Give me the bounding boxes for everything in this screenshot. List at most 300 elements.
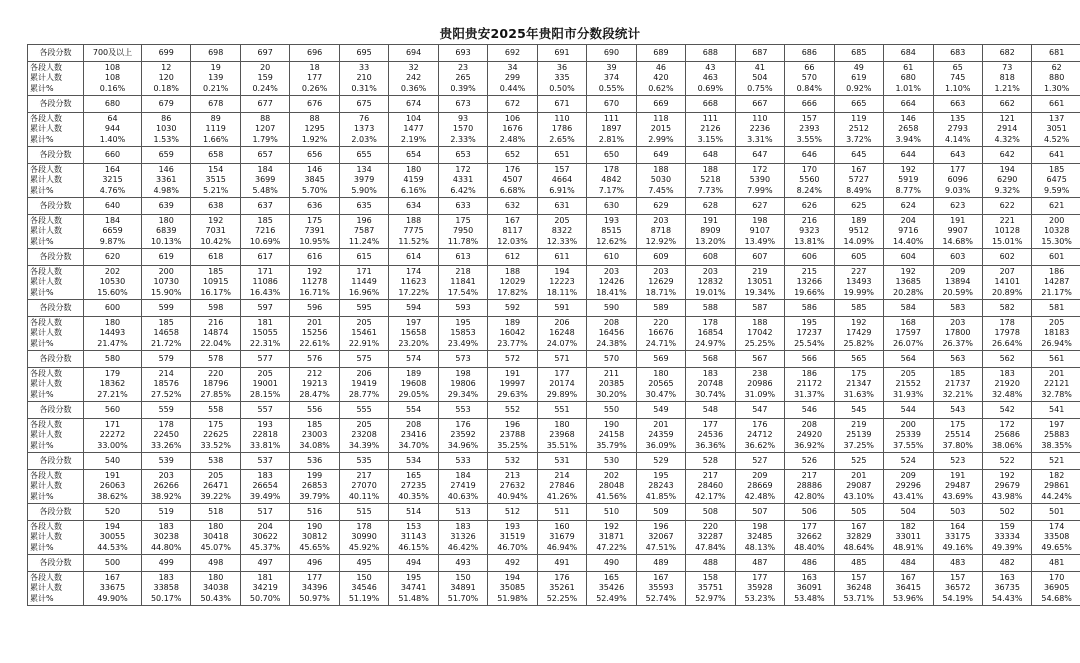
count-value: 183 [257, 471, 273, 481]
score-cell: 697 [240, 45, 289, 62]
cumulative-value: 25514 [945, 430, 971, 440]
stats-row [28, 470, 1080, 504]
percent-value: 1.40% [99, 134, 126, 144]
stats-cell [488, 317, 537, 351]
score-cell: 682 [982, 45, 1031, 62]
count-value: 194 [104, 522, 121, 532]
percent-value: 30.74% [695, 389, 726, 399]
stats-cell [636, 419, 685, 453]
score-cell: 576 [290, 351, 339, 368]
cumulative-value: 12223 [549, 277, 575, 287]
percent-value: 21.72% [150, 338, 182, 348]
cumulative-value: 177 [307, 73, 323, 83]
cumulative-value: 26853 [301, 481, 328, 491]
score-cell: 518 [191, 504, 240, 521]
count-value: 197 [405, 318, 422, 328]
percent-value: 5.48% [252, 185, 278, 195]
stats-cell [884, 266, 933, 300]
count-value: 178 [158, 420, 174, 430]
cumulative-value: 31326 [450, 532, 476, 542]
count-value: 192 [999, 471, 1015, 481]
score-cell: 530 [587, 453, 636, 470]
count-value: 208 [603, 318, 620, 328]
count-value: 153 [405, 522, 422, 532]
percent-value: 15.90% [150, 287, 182, 297]
stats-cell [933, 164, 982, 198]
score-cell: 673 [438, 96, 487, 113]
score-cell: 559 [142, 402, 191, 419]
score-cell: 565 [834, 351, 883, 368]
stats-cell [834, 266, 883, 300]
cumulative-value: 16854 [697, 328, 724, 338]
score-cell: 587 [735, 300, 784, 317]
stat-label: 累计人数 [30, 73, 62, 83]
count-value: 176 [554, 573, 570, 583]
stats-cell [142, 419, 191, 453]
stats-cell [686, 470, 735, 504]
cumulative-value: 8718 [650, 226, 672, 236]
percent-value: 20.59% [942, 287, 973, 297]
stats-cell [982, 62, 1031, 96]
score-cell: 593 [438, 300, 487, 317]
score-cell: 584 [884, 300, 933, 317]
cumulative-value: 4664 [551, 175, 573, 185]
count-value: 176 [504, 165, 521, 175]
count-value: 34 [507, 63, 518, 73]
score-cell: 646 [785, 147, 834, 164]
count-value: 208 [405, 420, 422, 430]
stats-cell [587, 62, 636, 96]
cumulative-value: 1373 [353, 124, 375, 134]
stats-row-labels [28, 164, 84, 198]
count-value: 202 [603, 471, 620, 481]
stats-cell [339, 419, 388, 453]
count-value: 177 [554, 369, 570, 379]
stats-row [28, 113, 1080, 147]
count-value: 146 [158, 165, 174, 175]
score-cell: 628 [686, 198, 735, 215]
percent-value: 49.16% [942, 542, 973, 552]
cumulative-value: 35085 [499, 583, 526, 593]
count-value: 188 [504, 267, 521, 277]
cumulative-value: 29679 [994, 481, 1020, 491]
percent-value: 54.19% [942, 593, 973, 603]
cumulative-value: 24158 [598, 430, 625, 440]
percent-value: 25.54% [794, 338, 825, 348]
cumulative-value: 22450 [153, 430, 179, 440]
count-value: 154 [208, 165, 224, 175]
stats-cell [884, 572, 933, 606]
percent-value: 5.90% [351, 185, 377, 195]
cumulative-value: 9107 [749, 226, 771, 236]
stats-cell [785, 164, 834, 198]
count-value: 184 [455, 471, 471, 481]
percent-value: 22.61% [299, 338, 330, 348]
cumulative-value: 7031 [205, 226, 226, 236]
stats-cell [686, 572, 735, 606]
score-cell: 501 [1032, 504, 1080, 521]
stats-cell [389, 62, 438, 96]
count-value: 220 [208, 369, 224, 379]
count-value: 182 [1049, 471, 1065, 481]
percent-value: 0.39% [450, 83, 476, 93]
count-value: 180 [104, 318, 121, 328]
score-cell: 683 [933, 45, 982, 62]
count-value: 165 [405, 471, 422, 481]
stats-cell [636, 470, 685, 504]
percent-value: 46.70% [497, 542, 528, 552]
count-value: 193 [504, 522, 521, 532]
stats-cell [735, 266, 784, 300]
cumulative-value: 16456 [598, 328, 625, 338]
stats-row-labels [28, 521, 84, 555]
percent-value: 33.26% [150, 440, 182, 450]
percent-value: 12.92% [645, 236, 677, 246]
score-cell: 567 [735, 351, 784, 368]
percent-value: 1.66% [202, 134, 229, 144]
percent-value: 29.89% [546, 389, 578, 399]
count-value: 167 [653, 573, 669, 583]
stats-cell [785, 317, 834, 351]
score-row-label: 各段分数 [28, 300, 84, 317]
percent-value: 6.16% [400, 185, 427, 195]
cumulative-value: 18576 [153, 379, 179, 389]
count-value: 201 [307, 318, 323, 328]
percent-value: 53.23% [744, 593, 776, 603]
percent-value: 38.62% [97, 491, 128, 501]
count-value: 205 [900, 369, 916, 379]
score-row-label: 各段分数 [28, 96, 84, 113]
score-cell: 665 [834, 96, 883, 113]
score-cell: 560 [84, 402, 142, 419]
cumulative-value: 33175 [945, 532, 971, 542]
stat-label: 累计% [30, 236, 54, 246]
count-value: 192 [307, 267, 323, 277]
stat-label: 各段人数 [30, 420, 62, 430]
stats-cell [1032, 470, 1080, 504]
cumulative-value: 16042 [499, 328, 526, 338]
score-cell: 569 [636, 351, 685, 368]
stats-cell [785, 521, 834, 555]
score-cell: 583 [933, 300, 982, 317]
cumulative-value: 31519 [499, 532, 526, 542]
score-cell: 689 [636, 45, 685, 62]
stats-cell [438, 521, 487, 555]
cumulative-value: 12029 [499, 277, 526, 287]
count-value: 176 [455, 420, 471, 430]
stats-cell [834, 572, 883, 606]
percent-value: 45.92% [348, 542, 380, 552]
stat-label: 累计人数 [30, 532, 62, 542]
score-cell: 588 [686, 300, 735, 317]
percent-value: 19.66% [794, 287, 825, 297]
stats-cell [339, 368, 388, 402]
stats-cell [339, 470, 388, 504]
cumulative-value: 7216 [254, 226, 276, 236]
cumulative-value: 7391 [304, 226, 325, 236]
score-cell: 566 [785, 351, 834, 368]
percent-value: 23.77% [497, 338, 528, 348]
percent-value: 27.21% [97, 389, 128, 399]
percent-value: 34.70% [398, 440, 429, 450]
percent-value: 46.42% [447, 542, 479, 552]
stats-cell [933, 572, 982, 606]
percent-value: 45.37% [249, 542, 281, 552]
cumulative-value: 2236 [749, 124, 771, 134]
stats-cell [488, 368, 537, 402]
score-cell: 489 [636, 555, 685, 572]
percent-value: 26.07% [893, 338, 924, 348]
stats-cell [191, 62, 240, 96]
score-cell: 664 [884, 96, 933, 113]
stats-row [28, 572, 1080, 606]
percent-value: 3.72% [846, 134, 872, 144]
count-value: 206 [356, 369, 372, 379]
stats-cell [537, 266, 586, 300]
stats-cell [587, 572, 636, 606]
stats-cell [884, 113, 933, 147]
percent-value: 47.84% [695, 542, 726, 552]
count-value: 214 [554, 471, 570, 481]
cumulative-value: 33334 [994, 532, 1020, 542]
score-cell: 677 [240, 96, 289, 113]
score-cell: 590 [587, 300, 636, 317]
stats-cell [339, 164, 388, 198]
percent-value: 11.78% [447, 236, 479, 246]
percent-value: 9.03% [945, 185, 971, 195]
count-value: 185 [208, 267, 224, 277]
score-cell: 526 [785, 453, 834, 470]
stats-cell [537, 572, 586, 606]
stats-cell [191, 164, 240, 198]
stats-row-labels [28, 368, 84, 402]
score-row-label: 各段分数 [28, 147, 84, 164]
stat-label: 累计人数 [30, 175, 62, 185]
score-cell: 536 [290, 453, 339, 470]
score-cell: 528 [686, 453, 735, 470]
cumulative-value: 17597 [895, 328, 921, 338]
count-value: 219 [752, 267, 768, 277]
score-cell: 534 [389, 453, 438, 470]
score-cell: 678 [191, 96, 240, 113]
cumulative-value: 21172 [796, 379, 823, 389]
score-cell: 676 [290, 96, 339, 113]
count-value: 32 [408, 63, 419, 73]
count-value: 217 [801, 471, 817, 481]
percent-value: 46.94% [546, 542, 578, 552]
score-cell: 517 [240, 504, 289, 521]
stats-cell [884, 215, 933, 249]
cumulative-value: 22121 [1043, 379, 1070, 389]
stats-cell [537, 368, 586, 402]
count-value: 135 [950, 114, 966, 124]
cumulative-value: 25883 [1043, 430, 1070, 440]
cumulative-value: 1119 [205, 124, 226, 134]
percent-value: 35.79% [596, 440, 627, 450]
cumulative-value: 28460 [697, 481, 724, 491]
cumulative-value: 17429 [846, 328, 872, 338]
count-value: 198 [455, 369, 471, 379]
score-header-row [28, 45, 1080, 62]
stat-label: 各段人数 [30, 471, 62, 481]
stats-cell [240, 164, 289, 198]
count-value: 195 [653, 471, 669, 481]
cumulative-value: 18796 [202, 379, 229, 389]
stats-cell [982, 164, 1031, 198]
cumulative-value: 20385 [598, 379, 625, 389]
count-value: 184 [104, 216, 121, 226]
stat-label: 累计% [30, 491, 54, 501]
stats-cell [636, 62, 685, 96]
cumulative-value: 22272 [99, 430, 126, 440]
score-cell: 604 [884, 249, 933, 266]
percent-value: 52.25% [546, 593, 578, 603]
stats-cell [438, 215, 487, 249]
stats-cell [1032, 266, 1080, 300]
percent-value: 23.49% [447, 338, 479, 348]
count-value: 168 [900, 318, 916, 328]
score-cell: 663 [933, 96, 982, 113]
stats-cell [933, 368, 982, 402]
percent-value: 11.52% [398, 236, 429, 246]
score-cell: 514 [389, 504, 438, 521]
percent-value: 40.63% [447, 491, 479, 501]
score-cell: 548 [686, 402, 735, 419]
stats-cell [1032, 113, 1080, 147]
stats-cell [587, 470, 636, 504]
score-cell: 509 [636, 504, 685, 521]
count-value: 172 [455, 165, 471, 175]
count-value: 201 [1049, 369, 1065, 379]
count-value: 186 [801, 369, 817, 379]
score-cell: 523 [933, 453, 982, 470]
stats-cell [240, 62, 289, 96]
cumulative-value: 1477 [403, 124, 424, 134]
cumulative-value: 12832 [697, 277, 724, 287]
score-cell: 488 [686, 555, 735, 572]
count-value: 46 [655, 63, 667, 73]
count-value: 183 [455, 522, 471, 532]
cumulative-value: 9907 [947, 226, 968, 236]
stats-row [28, 215, 1080, 249]
count-value: 195 [405, 573, 422, 583]
stats-cell [982, 317, 1031, 351]
stats-cell [933, 62, 982, 96]
percent-value: 5.70% [301, 185, 328, 195]
stats-cell [438, 368, 487, 402]
score-cell: 660 [84, 147, 142, 164]
count-value: 191 [950, 471, 966, 481]
count-value: 191 [702, 216, 719, 226]
cumulative-value: 13685 [895, 277, 921, 287]
score-cell: 506 [785, 504, 834, 521]
count-value: 175 [950, 420, 966, 430]
count-value: 175 [307, 216, 323, 226]
stats-cell [191, 266, 240, 300]
cumulative-value: 14287 [1043, 277, 1070, 287]
percent-value: 41.56% [596, 491, 627, 501]
percent-value: 47.22% [596, 542, 627, 552]
score-cell: 609 [636, 249, 685, 266]
cumulative-value: 36905 [1043, 583, 1070, 593]
count-value: 201 [653, 420, 669, 430]
count-value: 66 [804, 63, 815, 73]
cumulative-value: 24536 [697, 430, 724, 440]
score-cell: 586 [785, 300, 834, 317]
stats-cell [834, 62, 883, 96]
stats-cell [290, 572, 339, 606]
count-value: 175 [851, 369, 867, 379]
cumulative-value: 27632 [499, 481, 526, 491]
stats-row-labels [28, 470, 84, 504]
stats-cell [240, 521, 289, 555]
stats-cell [735, 62, 784, 96]
percent-value: 9.32% [994, 185, 1020, 195]
percent-value: 14.40% [893, 236, 924, 246]
count-value: 212 [307, 369, 323, 379]
score-cell: 532 [488, 453, 537, 470]
count-value: 167 [851, 165, 867, 175]
score-cell: 597 [240, 300, 289, 317]
score-cell: 601 [1032, 249, 1080, 266]
count-value: 196 [653, 522, 669, 532]
stats-cell [142, 521, 191, 555]
score-header-row [28, 249, 1080, 266]
score-cell: 672 [488, 96, 537, 113]
count-value: 193 [257, 420, 273, 430]
stats-cell [884, 521, 933, 555]
stats-cell [488, 572, 537, 606]
count-value: 180 [653, 369, 669, 379]
count-value: 216 [801, 216, 817, 226]
percent-value: 36.36% [695, 440, 726, 450]
count-value: 201 [851, 471, 867, 481]
cumulative-value: 1897 [601, 124, 622, 134]
stats-cell [735, 368, 784, 402]
percent-value: 52.49% [596, 593, 627, 603]
count-value: 177 [950, 165, 966, 175]
cumulative-value: 24712 [747, 430, 773, 440]
stats-cell [84, 470, 142, 504]
count-value: 206 [554, 318, 570, 328]
count-value: 89 [210, 114, 221, 124]
count-value: 192 [851, 318, 867, 328]
count-value: 163 [999, 573, 1015, 583]
score-cell: 521 [1032, 453, 1080, 470]
stats-cell [142, 368, 191, 402]
stats-cell [84, 419, 142, 453]
stats-cell [636, 521, 685, 555]
stats-cell [982, 368, 1031, 402]
count-value: 183 [158, 522, 174, 532]
percent-value: 50.97% [299, 593, 330, 603]
percent-value: 37.25% [843, 440, 875, 450]
cumulative-value: 23416 [400, 430, 427, 440]
score-cell: 687 [735, 45, 784, 62]
cumulative-value: 3515 [205, 175, 226, 185]
percent-value: 34.39% [348, 440, 380, 450]
count-value: 104 [405, 114, 422, 124]
score-header-row [28, 300, 1080, 317]
count-value: 134 [356, 165, 372, 175]
stats-cell [339, 266, 388, 300]
stats-cell [933, 470, 982, 504]
count-value: 178 [603, 165, 620, 175]
score-cell: 629 [636, 198, 685, 215]
score-cell: 641 [1032, 147, 1080, 164]
cumulative-value: 8515 [601, 226, 622, 236]
score-cell: 581 [1032, 300, 1080, 317]
